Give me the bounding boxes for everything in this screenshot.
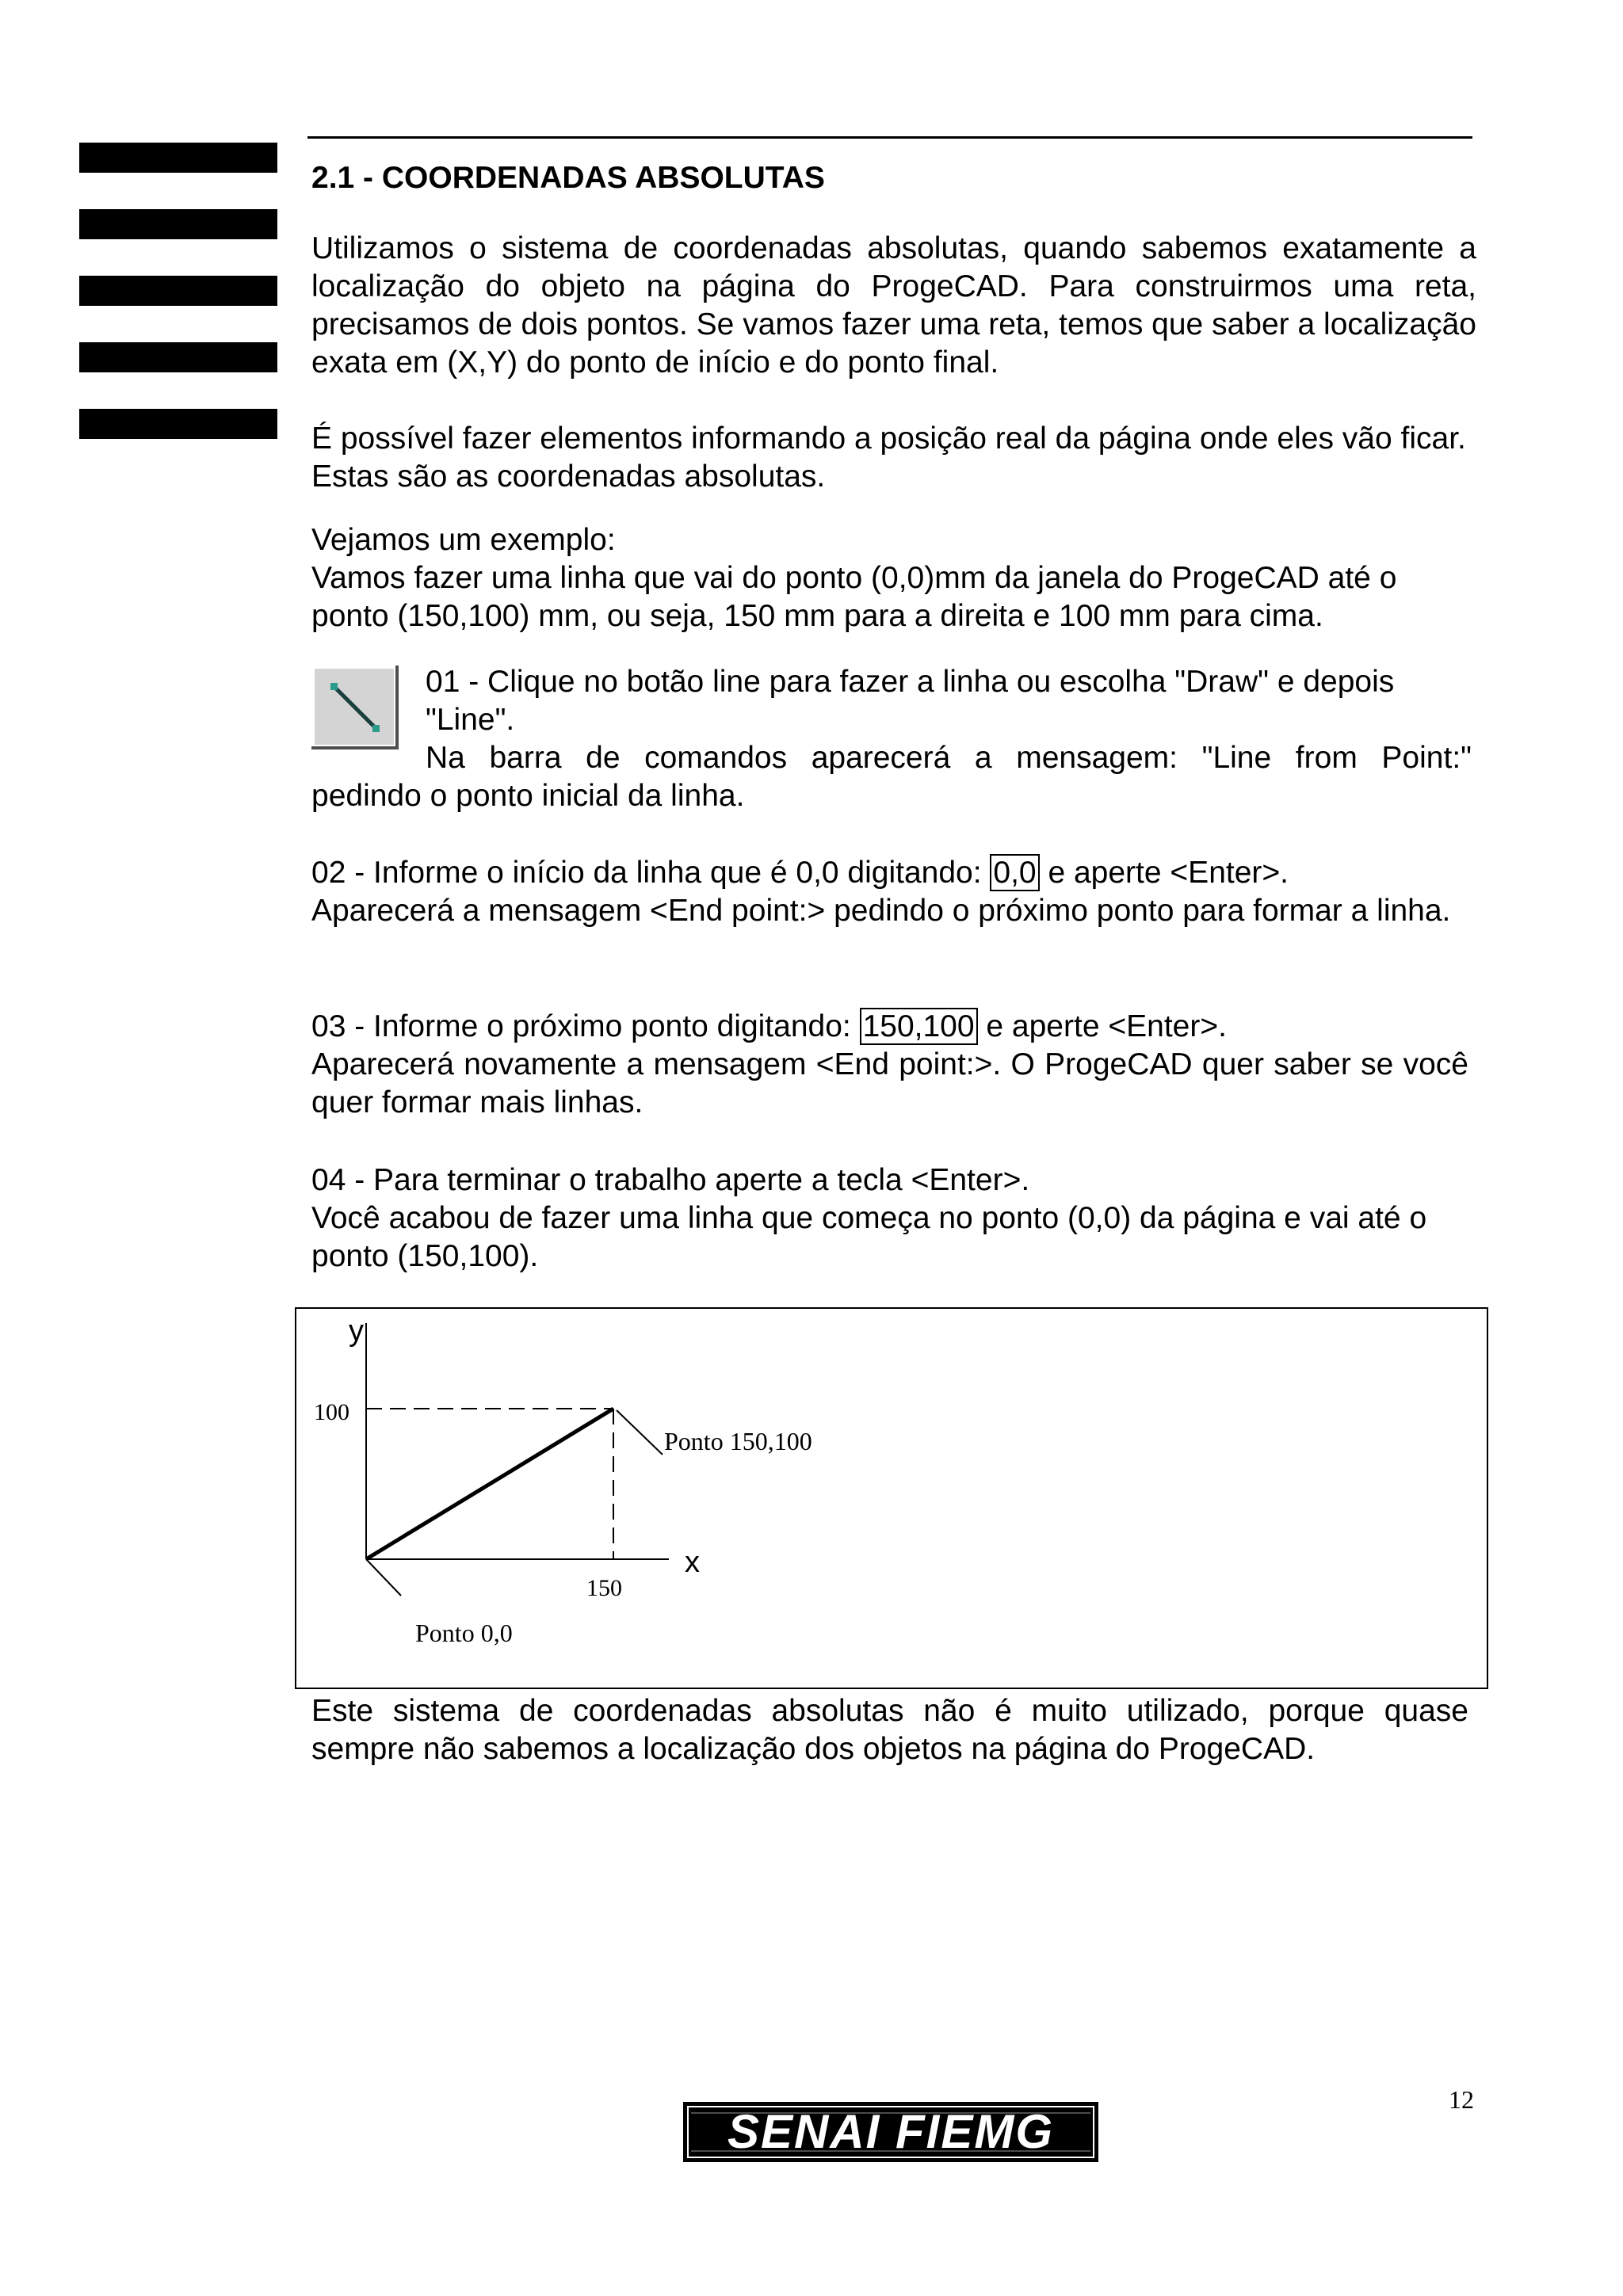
example-heading: Vejamos um exemplo: (311, 523, 616, 557)
step3-rest: Aparecerá novamente a mensagem <End point:>. O ProgeCAD quer saber se você quer formar mais linhas. (311, 1047, 1468, 1119)
page-number: 12 (1449, 2085, 1474, 2114)
step1-line2: "Line". (426, 703, 515, 737)
y-axis-label: y (349, 1314, 364, 1348)
step1-line3: Na barra de comandos aparecerá a mensagem: "Line from Point:" (426, 741, 1472, 775)
step3-line (311, 1008, 1476, 1046)
end-point-label: Ponto 150,100 (664, 1427, 812, 1455)
step4-line1: 04 - Para terminar o trabalho aperte a tecla <Enter>. (311, 1163, 1030, 1197)
header-rule (307, 136, 1472, 139)
decorative-bar (79, 409, 277, 439)
logo-text: SENAI FIEMG (727, 2105, 1055, 2158)
step3-text-end: e aperte <Enter>. (977, 1009, 1227, 1043)
decorative-bar (79, 342, 277, 372)
plotted-line (366, 1409, 613, 1559)
start-point-label: Ponto 0,0 (415, 1619, 513, 1647)
decorative-bar (79, 276, 277, 306)
possible-paragraph: É possível fazer elementos informando a posição real da página onde eles vão ficar. Estas são as coordenadas absolutas. (311, 421, 1466, 494)
step1-line4: pedindo o ponto inicial da linha. (311, 779, 745, 813)
closing-paragraph: Este sistema de coordenadas absolutas não é muito utilizado, porque quase sempre não sabemos a localização dos objetos na página do ProgeCAD. (311, 1694, 1468, 1766)
line-tool-icon[interactable] (311, 666, 399, 749)
example-paragraph: Vamos fazer uma linha que vai do ponto (0,0)mm da janela do ProgeCAD até o ponto (150,100) mm, ou seja, 150 mm para a direita e 100 mm para cima. (311, 561, 1397, 633)
senai-fiemg-logo (683, 2102, 1098, 2166)
intro-paragraph: Utilizamos o sistema de coordenadas absolutas, quando sabemos exatamente a localização do objeto na página do ProgeCAD. Para construirmos uma reta, precisamos de dois pontos. Se vamos fazer uma reta, temos que saber a localização exata em (X,Y) do ponto de início e do ponto final. (311, 231, 1476, 379)
y-tick-label: 100 (314, 1399, 349, 1425)
decorative-bar (79, 143, 277, 173)
step2-coordinate: 0,0 (990, 854, 1039, 891)
step2-line (311, 854, 1476, 892)
section-heading: 2.1 - COORDENADAS ABSOLUTAS (311, 161, 825, 195)
start-point-leader (366, 1559, 401, 1596)
coordinate-figure (295, 1307, 1488, 1689)
step3-text: 03 - Informe o próximo ponto digitando: (311, 1009, 860, 1043)
step4-rest: Você acabou de fazer uma linha que começa no ponto (0,0) da página e vai até o ponto (150,100). (311, 1201, 1427, 1273)
step2-text: 02 - Informe o início da linha que é 0,0 digitando: (311, 856, 991, 890)
end-point-leader (617, 1410, 663, 1455)
step2-rest: Aparecerá a mensagem <End point:> pedindo o próximo ponto para formar a linha. (311, 894, 1451, 928)
step2-text-end: e aperte <Enter>. (1039, 856, 1289, 890)
x-tick-label: 150 (586, 1575, 622, 1601)
decorative-bar (79, 209, 277, 239)
step3-coordinate: 150,100 (860, 1008, 978, 1045)
x-axis-label: x (685, 1546, 700, 1579)
step1-line1: 01 - Clique no botão line para fazer a linha ou escolha "Draw" e depois (426, 665, 1395, 699)
